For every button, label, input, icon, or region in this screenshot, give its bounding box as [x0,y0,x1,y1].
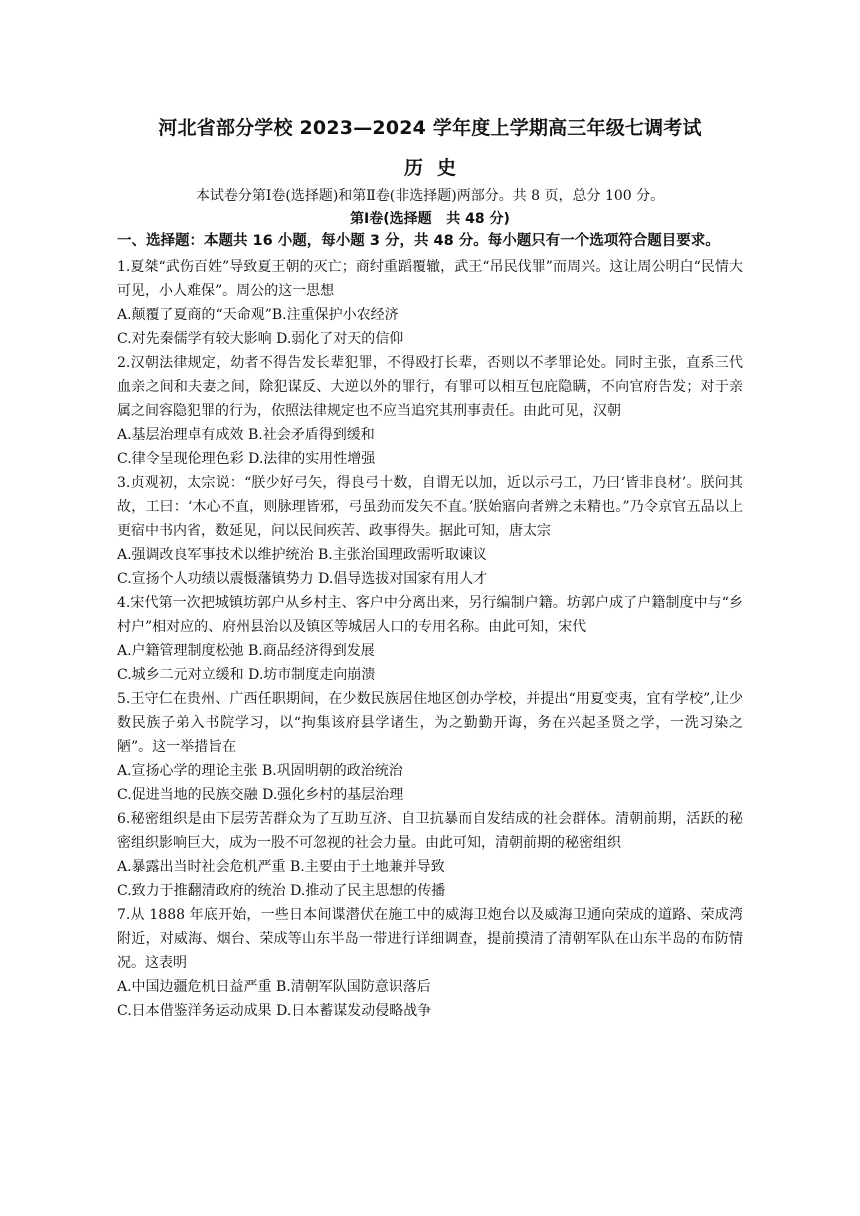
option-a[interactable]: A.强调改良军事技术以维护统治 [117,547,314,563]
option-d[interactable]: D.日本蓄谋发动侵略战争 [276,1003,432,1019]
question-stem: 1.夏桀“武伤百姓”导致夏王朝的灭亡；商纣重蹈覆辙，武王“吊民伐罪”而周兴。这让周公明白“民情大可见，小人难保”。周公的这一思想 [117,259,743,299]
option-d[interactable]: D.推动了民主思想的传播 [290,883,446,899]
option-c[interactable]: C.宣扬个人功绩以震慑藩镇势力 [117,571,314,587]
question-stem: 7.从 1888 年底开始，一些日本间谍潜伏在施工中的威海卫炮台以及威海卫通向荣成的道路、荣成湾附近，对威海、烟台、荣成等山东半岛一带进行详细调查，提前摸清了清朝军队在山东半岛的布防情况。这表明 [117,907,743,971]
question-stem: 2.汉朝法律规定，幼者不得告发长辈犯罪，不得殴打长辈，否则以不孝罪论处。同时主张，直系三代血亲之间和夫妻之间，除犯谋反、大逆以外的罪行，有罪可以相互包庇隐瞒，不向官府告发；对于亲属之间容隐犯罪的行为，依照法律规定也不应当追究其刑事责任。由此可见，汉朝 [117,355,743,419]
option-a[interactable]: A.户籍管理制度松弛 [117,643,244,659]
option-b[interactable]: B.商品经济得到发展 [248,643,375,659]
options-row [117,759,743,783]
option-c[interactable]: C.对先秦儒学有较大影响 [117,331,272,347]
option-a[interactable]: A.宣扬心学的理论主张 [117,763,258,779]
options-row [117,639,743,663]
option-c[interactable]: C.致力于推翻清政府的统治 [117,883,286,899]
question-stem: 3.贞观初，太宗说：“朕少好弓矢，得良弓十数，自谓无以加，近以示弓工，乃曰‘皆非良材’。朕问其故，工曰：‘木心不直，则脉理皆邪，弓虽劲而发矢不直。’朕始寤向者辨之未精也。”乃令京官五品以上更宿中书内省，数延见，问以民间疾苦、政事得失。据此可知，唐太宗 [117,475,743,539]
question-stem: 5.王守仁在贵州、广西任职期间，在少数民族居住地区创办学校，并提出“用夏变夷，宜有学校”,让少数民族子弟入书院学习，以“拘集该府县学诸生，为之勤勤开诲，务在兴起圣贤之学，一洗习染之陋”。这一举措旨在 [117,691,743,755]
options-row [117,975,743,999]
question-stem: 6.秘密组织是由下层劳苦群众为了互助互济、自卫抗暴而自发结成的社会群体。清朝前期，活跃的秘密组织影响巨大，成为一股不可忽视的社会力量。由此可知，清朝前期的秘密组织 [117,811,743,851]
question-stem: 4.宋代第一次把城镇坊郭户从乡村主、客户中分离出来，另行编制户籍。坊郭户成了户籍制度中与“乡村户”相对应的、府州县治以及镇区等城居人口的专用名称。由此可知，宋代 [117,595,743,635]
option-c[interactable]: C.城乡二元对立缓和 [117,667,244,683]
option-b[interactable]: B.主张治国理政需听取谏议 [318,547,487,563]
option-d[interactable]: D.法律的实用性增强 [248,451,376,467]
option-d[interactable]: D.倡导选拔对国家有用人才 [318,571,488,587]
option-d[interactable]: D.强化乡村的基层治理 [262,787,404,803]
option-c[interactable]: C.促进当地的民族交融 [117,787,258,803]
exam-page [117,112,743,1023]
option-d[interactable]: D.弱化了对天的信仰 [276,331,404,347]
options-row [117,999,743,1023]
options-row [117,543,743,567]
option-b[interactable]: B.主要由于土地兼并导致 [290,859,445,875]
options-row [117,423,743,447]
options-row [117,303,743,327]
question-1 [117,255,743,351]
question-5 [117,687,743,807]
part-title: 第Ⅰ卷(选择题 共 48 分) [350,211,510,227]
options-row [117,327,743,351]
question-2 [117,351,743,471]
option-b[interactable]: B.社会矛盾得到缓和 [248,427,375,443]
options-row [117,567,743,591]
options-row [117,447,743,471]
option-c[interactable]: C.律令呈现伦理色彩 [117,451,244,467]
option-a[interactable]: A.暴露出当时社会危机严重 [117,859,286,875]
option-b[interactable]: B.巩固明朝的政治统治 [262,763,403,779]
question-6 [117,807,743,903]
option-d[interactable]: D.坊市制度走向崩溃 [248,667,376,683]
options-row [117,783,743,807]
option-b[interactable]: B.清朝军队国防意识落后 [276,979,431,995]
question-list [117,255,743,1023]
option-a[interactable]: A.中国边疆危机日益严重 [117,979,272,995]
options-row [117,663,743,687]
option-b[interactable]: B.注重保护小农经济 [271,307,399,323]
question-3 [117,471,743,591]
option-a[interactable]: A.基层治理卓有成效 [117,427,244,443]
subject-title: 历史 [403,157,470,179]
exam-title: 河北省部分学校 2023—2024 学年度上学期高三年级七调考试 [158,117,702,139]
option-c[interactable]: C.日本借鉴洋务运动成果 [117,1003,272,1019]
question-4 [117,591,743,687]
option-a[interactable]: A.颠覆了夏商的“天命观” [117,307,272,323]
section-instructions: 一、选择题：本题共 16 小题，每小题 3 分，共 48 分。每小题只有一个选项符合题目要求。 [117,233,720,249]
exam-intro: 本试卷分第Ⅰ卷(选择题)和第Ⅱ卷(非选择题)两部分。共 8 页，总分 100 分。 [195,188,665,204]
options-row [117,855,743,879]
question-7 [117,903,743,1023]
options-row [117,879,743,903]
